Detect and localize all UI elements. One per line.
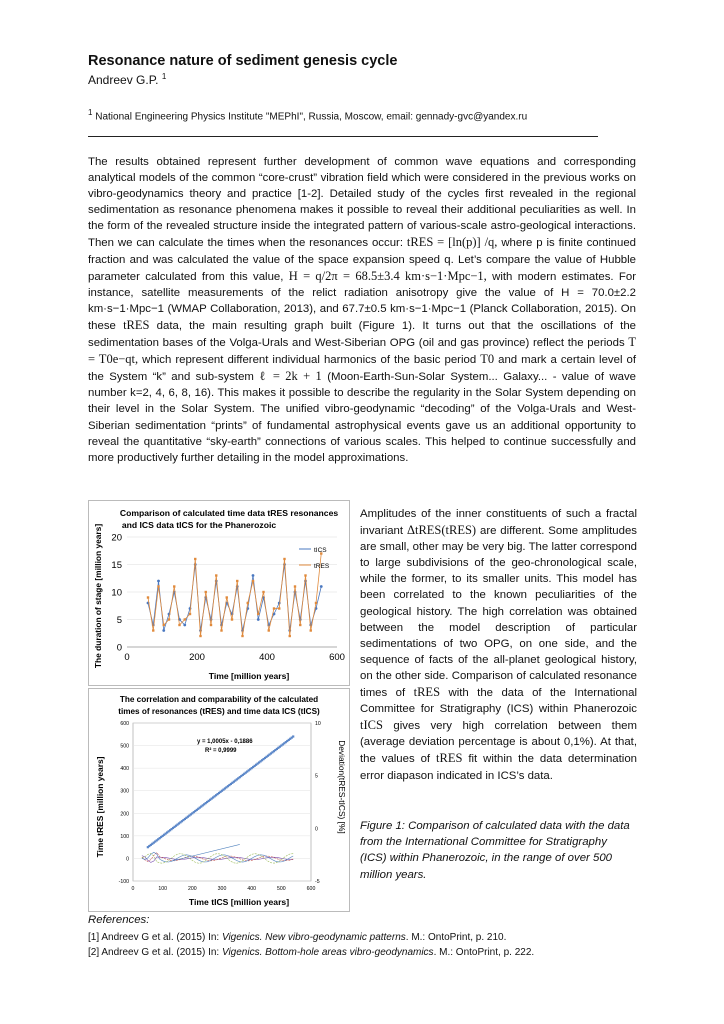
data-point-tRES (189, 613, 191, 615)
data-point-tRES (184, 618, 186, 620)
data-point (292, 735, 294, 737)
data-point-tRES (226, 596, 228, 598)
abstract (88, 154, 636, 466)
equation-period: T = T0e−qt, (88, 335, 636, 367)
ref-title: Vigenics. New vibro-geodynamic patterns (221, 932, 406, 943)
y-tick-label: 20 (111, 532, 122, 544)
data-point-tRES (247, 602, 249, 604)
body-text: with the data of the International Committee for Stratigraphy (ICS) within Phanerozoic (360, 687, 637, 716)
chart-title-line1: The correlation and comparability of the calculated (119, 695, 319, 704)
x-tick-label: 400 (259, 652, 275, 663)
data-point-tRES (231, 618, 233, 620)
data-point-tICS (252, 574, 255, 577)
legend-label: tICS (314, 547, 327, 554)
y-axis-label: Time tRES [million years] (95, 756, 105, 858)
y-tick-label: 100 (120, 833, 129, 840)
data-point-tRES (147, 596, 149, 598)
x-tick-label: 200 (189, 652, 205, 663)
paper-title: Resonance nature of sediment genesis cycle (88, 53, 398, 69)
affiliation (88, 108, 527, 122)
abstract-text: (Moon-Earth-Sun-Solar System... Galaxy... - value of wave number k=2, 4, 6, 8, 16). This makes it possible to describe the regularity in the Solar System depending on their level in the Solar System. The unified vibro-geodynamic “decoding” of the Volga-Urals and West-Siberian sedimentation “prints” of fundamental astrophysical events gave us an additional opportunity to reveal the quantitative “sky-earth” connections of various scales. This helped to continue successfully and more productively further detailing in the model approximations. (88, 371, 636, 464)
x-tick-label: 300 (217, 886, 227, 892)
author (88, 72, 166, 87)
y-tick-label: 10 (111, 587, 122, 599)
x-tick-label: 400 (247, 886, 256, 892)
data-point-tRES (283, 558, 285, 560)
y-axis-label: The duration of stage [million years] (93, 523, 103, 669)
correlation-chart-svg (89, 689, 349, 911)
data-point-tRES (210, 624, 212, 626)
chart-title-line2: times of resonances (tRES) and time data ICS (tICS) (118, 707, 320, 716)
data-point-tRES (205, 591, 207, 593)
affiliation-text: National Engineering Physics Institute "MEPhI", Russia, Moscow, email: gennady-gvc@yandex.ru (95, 111, 528, 123)
body-text: Amplitudes of the inner constituents of such a fractal invariant (360, 508, 637, 538)
data-point-tRES (178, 624, 180, 626)
equation-delta: ΔtRES(tRES) (406, 523, 477, 538)
y-tick-label: 500 (120, 743, 129, 750)
x-tick-label: 600 (329, 652, 345, 663)
data-point-tICS (162, 629, 165, 632)
data-point-tICS (183, 624, 186, 627)
abstract-text: where p is finite continued fraction and was calculated the value of the space expansion speed q. Let’s compare the value of Hubble parameter calculated from this value, (88, 237, 636, 283)
y-tick-label: 5 (116, 615, 122, 626)
figure-duration-chart (88, 500, 350, 686)
data-point-tRES (315, 602, 317, 604)
data-point-tRES (257, 613, 259, 615)
y2-tick-label: -5 (315, 879, 320, 885)
r-squared: R² = 0,9999 (205, 748, 237, 754)
equation-tres: tRES = [ln(p)] /q, (406, 235, 498, 250)
legend-label: tRES (314, 563, 330, 570)
symbol-tres: tRES (123, 317, 150, 332)
data-point-tRES (289, 635, 291, 637)
ref-text: . M.: OntoPrint, p. 222. (433, 947, 535, 958)
x-tick-label: 200 (188, 886, 197, 892)
abstract-text: and mark a certain level of the System “k” and sub-system (88, 354, 637, 384)
ref-text: [2] Andreev G et al. (2015) In: (88, 947, 220, 958)
body-text: fit within the data determination error diapason indicated in ICS’s data. (360, 753, 637, 782)
regression-equation: y = 1,0005x - 0,1886 (197, 739, 253, 745)
abstract-text: The results obtained represent further development of common wave equations and corresponding analytical models of the common “core-crust” vibration field which were considered in the previous works on vibro-geodynamics theory and practice [1-2]. Detailed study of the cycles first revealed in the regional sedimentation as resonance phenomena makes it possible to reveal their additional peculiarities as well. In the form of the revealed structure inside the integrated pattern of various-scale astro-geological interactions. Then we can calculate the times when the resonances occur: (88, 156, 636, 250)
x-tick-label: 500 (277, 886, 286, 892)
data-point-tRES (299, 624, 301, 626)
data-point-tRES (199, 635, 201, 637)
x-tick-label: 600 (306, 886, 316, 892)
equation-hubble: H = q/2π = 68.5±3.4 km·s−1·Mpc−1, (288, 268, 487, 283)
symbol-tics: tICS (360, 718, 383, 733)
abstract-text: which represent different individual harmonics of the basic period (142, 354, 477, 367)
data-point-tRES (273, 607, 275, 609)
abstract-paragraph (88, 154, 636, 466)
ref-title: Vigenics. Bottom-hole areas vibro-geodynamics (221, 947, 434, 958)
x-axis-label: Time [million years] (208, 671, 290, 681)
y2-tick-label: 10 (315, 721, 321, 727)
ref-text: . M.: OntoPrint, p. 210. (405, 932, 507, 943)
y2-tick-label: 0 (315, 826, 318, 833)
data-point-tICS (320, 585, 323, 588)
x-tick-label: 0 (131, 886, 135, 892)
figure-caption: Figure 1: Comparison of calculated data with the data from the International Committee for Stratigraphy (ICS) within Phanerozoic, in the range of over 500 million years. (360, 820, 630, 881)
x-tick-label: 100 (158, 886, 167, 892)
author-superscript: 1 (161, 72, 167, 81)
x-axis-label: Time tICS [million years] (188, 897, 290, 907)
symbol-tres: tRES (413, 685, 441, 700)
body-text: gives very high correlation between them (average deviation percentage is about 0,1%). At that, the values of (360, 720, 637, 766)
divider (88, 136, 598, 137)
data-point-tRES (310, 629, 312, 631)
y-tick-label: 0 (116, 642, 122, 654)
y-tick-label: 600 (120, 721, 129, 727)
symbol-t0: T0 (480, 352, 495, 367)
data-point-tRES (152, 629, 154, 631)
y2-axis-label: Deviation(tRES-tICS) [%] (337, 740, 347, 834)
data-point-tRES (236, 580, 238, 582)
reference-2 (88, 945, 648, 960)
y-tick-label: 400 (120, 766, 129, 773)
data-point-tRES (262, 591, 264, 593)
y-tick-label: -100 (118, 879, 129, 885)
data-point-tRES (241, 635, 243, 637)
y-tick-label: 0 (126, 856, 129, 863)
body-text: are different. Some amplitudes are small, other may be very big. The latter correspond to large subdivisions of the geo-chronological scale, while the former, to its smaller units. This model has been correlated to the known peculiarities of the geological history. The high correlation was obtained between the model description of particular sedimentations of two OPG, on one side, and the sequence of facts of the all-planet geological history, on the other side. Comparison of calculated resonance times of (360, 525, 637, 700)
data-point-tRES (163, 624, 165, 626)
y-tick-label: 300 (120, 788, 129, 795)
data-point-tRES (168, 618, 170, 620)
references-heading: References: (88, 914, 150, 926)
data-point-tRES (157, 585, 159, 587)
y-tick-label: 200 (120, 811, 129, 818)
data-point-tRES (304, 574, 306, 576)
symbol-tres: tRES (436, 751, 463, 766)
author-name: Andreev G.P. (88, 73, 159, 87)
references (88, 913, 648, 960)
chart-title-line1: Comparison of calculated time data tRES resonances (119, 508, 339, 518)
data-point-tRES (173, 585, 175, 587)
data-point-tRES (220, 629, 222, 631)
reference-1 (88, 930, 648, 945)
right-paragraph (360, 506, 637, 784)
abstract-text: data, the main resulting graph built (Figure 1). It turns out that the oscillations of the sedimentation bases of the Volga-Urals and West-Siberian OPG (oil and gas province) reflect the periods (88, 319, 637, 350)
abstract-text: with modern estimates. For instance, satellite measurements of the relict radiation anisotropy give the value of H = 70.0±2.2 km·s−1·Mpc−1 (WMAP Collaboration, 2013), and 67.7±0.5 km·s−1·Mpc−1 (Planck Collaboration, 2015). On these (88, 270, 636, 332)
y2-tick-label: 5 (315, 773, 318, 780)
data-point-tRES (215, 574, 217, 576)
x-tick-label: 0 (124, 652, 130, 663)
data-point-tRES (278, 607, 280, 609)
duration-chart-svg (89, 501, 349, 685)
chart-title-line2: and ICS data tICS for the Phanerozoic (121, 520, 277, 530)
data-point-tRES (294, 585, 296, 587)
data-point-tICS (257, 618, 260, 621)
affiliation-superscript: 1 (88, 108, 93, 117)
ref-text: [1] Andreev G et al. (2015) In: (88, 932, 220, 943)
figure-correlation-chart (88, 688, 350, 912)
data-point-tICS (157, 580, 160, 583)
data-point-tRES (194, 558, 196, 560)
data-point-tRES (252, 580, 254, 582)
right-column-text (360, 506, 637, 784)
data-point-tRES (268, 629, 270, 631)
equation-subsystem: ℓ = 2k + 1 (259, 369, 322, 384)
y-tick-label: 15 (111, 560, 122, 571)
